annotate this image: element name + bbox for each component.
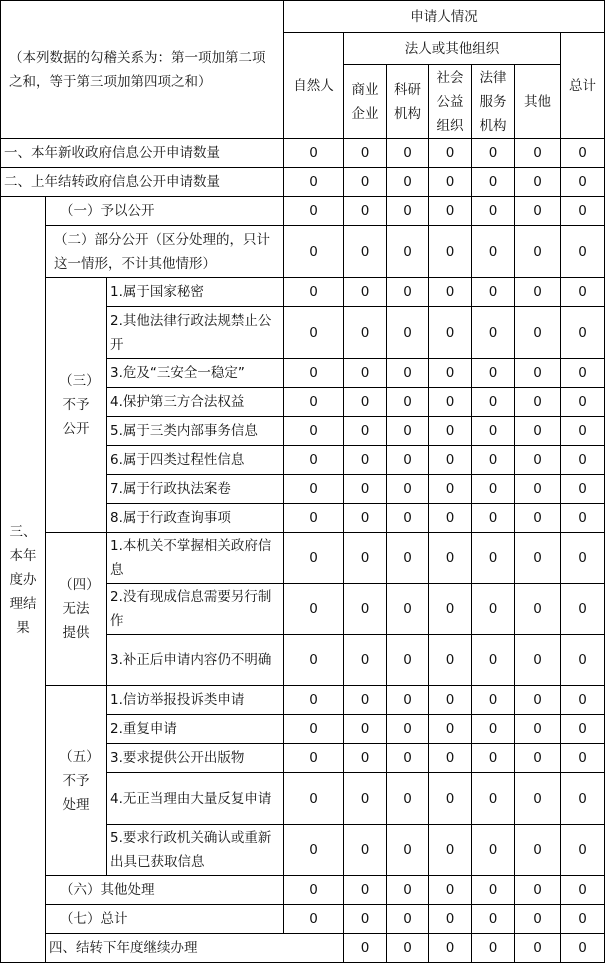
cell-value: 0 (515, 686, 561, 715)
cell-value: 0 (515, 744, 561, 773)
g5-label: （五）不予处理 (46, 686, 107, 876)
cell-value: 0 (387, 635, 429, 686)
table-row (1, 226, 605, 278)
table-row (1, 905, 605, 934)
g5-item-label: 3.要求提供公开出版物 (107, 744, 284, 773)
cell-value: 0 (515, 278, 561, 307)
header-note: （本列数据的勾稽关系为：第一项加第二项之和，等于第三项加第四项之和） (1, 1, 284, 139)
cell-value: 0 (515, 139, 561, 168)
cell-value: 0 (472, 197, 515, 226)
cell-value: 0 (429, 934, 472, 963)
cell-value: 0 (387, 584, 429, 635)
cell-value: 0 (429, 686, 472, 715)
table-row (1, 197, 605, 226)
g3-item-label: 2.其他法律行政法规禁止公开 (107, 307, 284, 359)
cell-value: 0 (561, 686, 605, 715)
cell-value: 0 (344, 773, 387, 825)
g3-item-label: 7.属于行政执法案卷 (107, 475, 284, 504)
cell-value: 0 (284, 278, 344, 307)
row-new-label: 一、本年新收政府信息公开申请数量 (1, 139, 284, 168)
cell-value: 0 (284, 417, 344, 446)
cell-value: 0 (561, 635, 605, 686)
cell-value: 0 (344, 278, 387, 307)
cell-value: 0 (344, 533, 387, 584)
cell-value: 0 (515, 825, 561, 876)
g5-item-label: 4.无正当理由大量反复申请 (107, 773, 284, 825)
cell-value: 0 (429, 278, 472, 307)
cell-value: 0 (515, 388, 561, 417)
cell-value: 0 (284, 686, 344, 715)
cell-value: 0 (284, 504, 344, 533)
cell-value: 0 (344, 475, 387, 504)
cell-value: 0 (515, 934, 561, 963)
header-research: 科研机构 (387, 65, 429, 139)
cell-value: 0 (284, 307, 344, 359)
cell-value: 0 (472, 825, 515, 876)
table-row (1, 533, 605, 584)
cell-value: 0 (344, 825, 387, 876)
cell-value: 0 (561, 307, 605, 359)
cell-value: 0 (515, 715, 561, 744)
cell-value: 0 (515, 504, 561, 533)
cell-value: 0 (429, 533, 472, 584)
section3-label: 三、本年度办理结果 (1, 197, 46, 963)
g4-item-label: 3.补正后申请内容仍不明确 (107, 635, 284, 686)
cell-value: 0 (429, 139, 472, 168)
cell-value: 0 (561, 197, 605, 226)
cell-value: 0 (561, 715, 605, 744)
cell-value: 0 (387, 417, 429, 446)
cell-value: 0 (472, 934, 515, 963)
cell-value: 0 (387, 934, 429, 963)
cell-value: 0 (344, 226, 387, 278)
header-other: 其他 (515, 65, 561, 139)
cell-value: 0 (429, 197, 472, 226)
g3-item-label: 3.危及“三安全一稳定” (107, 359, 284, 388)
cell-value: 0 (561, 388, 605, 417)
cell-value: 0 (387, 773, 429, 825)
cell-value: 0 (387, 533, 429, 584)
cell-value: 0 (472, 388, 515, 417)
cell-value: 0 (284, 197, 344, 226)
table-row (1, 686, 605, 715)
cell-value: 0 (561, 278, 605, 307)
cell-value: 0 (472, 504, 515, 533)
g2-label: （二）部分公开（区分处理的，只计这一情形，不计其他情形） (46, 226, 284, 278)
cell-value: 0 (344, 388, 387, 417)
table-row (1, 934, 605, 963)
cell-value: 0 (515, 417, 561, 446)
cell-value: 0 (472, 715, 515, 744)
cell-value: 0 (344, 417, 387, 446)
cell-value: 0 (515, 197, 561, 226)
cell-value: 0 (344, 744, 387, 773)
cell-value: 0 (387, 686, 429, 715)
g3-item-label: 8.属于行政查询事项 (107, 504, 284, 533)
cell-value: 0 (429, 475, 472, 504)
cell-value: 0 (344, 168, 387, 197)
cell-value: 0 (344, 635, 387, 686)
cell-value: 0 (429, 307, 472, 359)
g6-label: （六）其他处理 (46, 876, 284, 905)
cell-value: 0 (472, 226, 515, 278)
cell-value: 0 (515, 876, 561, 905)
cell-value: 0 (429, 388, 472, 417)
cell-value: 0 (472, 773, 515, 825)
cell-value: 0 (561, 504, 605, 533)
cell-value: 0 (429, 773, 472, 825)
cell-value: 0 (387, 876, 429, 905)
cell-value: 0 (387, 307, 429, 359)
cell-value: 0 (387, 446, 429, 475)
cell-value: 0 (561, 825, 605, 876)
g1-label: （一）予以公开 (46, 197, 284, 226)
cell-value: 0 (561, 773, 605, 825)
cell-value: 0 (284, 359, 344, 388)
cell-value: 0 (515, 359, 561, 388)
table-row (1, 876, 605, 905)
cell-value: 0 (387, 715, 429, 744)
cell-value: 0 (472, 744, 515, 773)
table-row (1, 278, 605, 307)
cell-value: 0 (387, 388, 429, 417)
cell-value: 0 (429, 359, 472, 388)
cell-value: 0 (472, 533, 515, 584)
cell-value: 0 (515, 307, 561, 359)
cell-value: 0 (561, 475, 605, 504)
cell-value: 0 (561, 934, 605, 963)
cell-value: 0 (472, 475, 515, 504)
cell-value: 0 (284, 388, 344, 417)
cell-value: 0 (429, 876, 472, 905)
cell-value: 0 (515, 905, 561, 934)
cell-value: 0 (344, 584, 387, 635)
cell-value: 0 (561, 744, 605, 773)
cell-value: 0 (429, 635, 472, 686)
cell-value: 0 (472, 584, 515, 635)
cell-value: 0 (515, 635, 561, 686)
cell-value: 0 (561, 359, 605, 388)
cell-value: 0 (429, 168, 472, 197)
header-commercial: 商业企业 (344, 65, 387, 139)
cell-value: 0 (284, 876, 344, 905)
cell-value: 0 (387, 504, 429, 533)
cell-value: 0 (344, 139, 387, 168)
cell-value: 0 (472, 446, 515, 475)
g5-item-label: 1.信访举报投诉类申请 (107, 686, 284, 715)
row-next-label: 四、结转下年度继续办理 (46, 934, 344, 963)
cell-value: 0 (472, 686, 515, 715)
cell-value: 0 (561, 584, 605, 635)
cell-value: 0 (561, 226, 605, 278)
header-legal-service: 法律服务机构 (472, 65, 515, 139)
cell-value: 0 (284, 475, 344, 504)
cell-value: 0 (387, 139, 429, 168)
cell-value: 0 (429, 226, 472, 278)
cell-value: 0 (387, 226, 429, 278)
header-natural: 自然人 (284, 33, 344, 139)
cell-value: 0 (284, 168, 344, 197)
cell-value: 0 (429, 715, 472, 744)
cell-value: 0 (387, 197, 429, 226)
cell-value: 0 (429, 825, 472, 876)
cell-value: 0 (284, 533, 344, 584)
cell-value: 0 (387, 278, 429, 307)
cell-value: 0 (561, 533, 605, 584)
g3-item-label: 5.属于三类内部事务信息 (107, 417, 284, 446)
cell-value: 0 (387, 825, 429, 876)
cell-value: 0 (472, 905, 515, 934)
cell-value: 0 (472, 307, 515, 359)
g3-item-label: 1.属于国家秘密 (107, 278, 284, 307)
cell-value: 0 (387, 744, 429, 773)
cell-value: 0 (515, 475, 561, 504)
cell-value: 0 (344, 446, 387, 475)
cell-value: 0 (561, 446, 605, 475)
cell-value: 0 (515, 168, 561, 197)
cell-value: 0 (472, 876, 515, 905)
cell-value: 0 (515, 446, 561, 475)
cell-value: 0 (344, 686, 387, 715)
cell-value: 0 (387, 168, 429, 197)
cell-value: 0 (472, 359, 515, 388)
cell-value: 0 (344, 197, 387, 226)
cell-value: 0 (515, 773, 561, 825)
cell-value: 0 (284, 584, 344, 635)
g4-label: （四）无法提供 (46, 533, 107, 686)
cell-value: 0 (344, 905, 387, 934)
cell-value: 0 (472, 168, 515, 197)
g5-item-label: 2.重复申请 (107, 715, 284, 744)
cell-value: 0 (284, 744, 344, 773)
g4-item-label: 1.本机关不掌握相关政府信息 (107, 533, 284, 584)
header-social: 社会公益组织 (429, 65, 472, 139)
cell-value: 0 (344, 504, 387, 533)
row-carry-label: 二、上年结转政府信息公开申请数量 (1, 168, 284, 197)
cell-value: 0 (284, 635, 344, 686)
cell-value: 0 (284, 773, 344, 825)
cell-value: 0 (561, 139, 605, 168)
cell-value: 0 (284, 905, 344, 934)
cell-value: 0 (472, 139, 515, 168)
cell-value: 0 (429, 905, 472, 934)
header-legal-group: 法人或其他组织 (344, 33, 561, 65)
cell-value: 0 (344, 934, 387, 963)
cell-value: 0 (284, 139, 344, 168)
cell-value: 0 (344, 307, 387, 359)
g3-item-label: 4.保护第三方合法权益 (107, 388, 284, 417)
cell-value: 0 (429, 446, 472, 475)
cell-value: 0 (472, 417, 515, 446)
cell-value: 0 (472, 635, 515, 686)
cell-value: 0 (284, 715, 344, 744)
cell-value: 0 (561, 168, 605, 197)
cell-value: 0 (387, 475, 429, 504)
cell-value: 0 (284, 825, 344, 876)
cell-value: 0 (429, 584, 472, 635)
cell-value: 0 (429, 504, 472, 533)
cell-value: 0 (344, 359, 387, 388)
cell-value: 0 (284, 446, 344, 475)
cell-value: 0 (387, 905, 429, 934)
cell-value: 0 (515, 533, 561, 584)
cell-value: 0 (284, 226, 344, 278)
cell-value: 0 (429, 417, 472, 446)
cell-value: 0 (472, 278, 515, 307)
g5-item-label: 5.要求行政机关确认或重新出具已获取信息 (107, 825, 284, 876)
cell-value: 0 (429, 744, 472, 773)
cell-value: 0 (515, 584, 561, 635)
cell-value: 0 (344, 876, 387, 905)
cell-value: 0 (387, 359, 429, 388)
g4-item-label: 2.没有现成信息需要另行制作 (107, 584, 284, 635)
table-row (1, 139, 605, 168)
table-row (1, 168, 605, 197)
cell-value: 0 (561, 905, 605, 934)
header-applicant: 申请人情况 (284, 1, 605, 33)
cell-value: 0 (561, 417, 605, 446)
cell-value: 0 (344, 715, 387, 744)
g3-item-label: 6.属于四类过程性信息 (107, 446, 284, 475)
header-total: 总计 (561, 33, 605, 139)
g3-label: （三）不予公开 (46, 278, 107, 533)
g7-label: （七）总计 (46, 905, 284, 934)
cell-value: 0 (561, 876, 605, 905)
cell-value: 0 (515, 226, 561, 278)
